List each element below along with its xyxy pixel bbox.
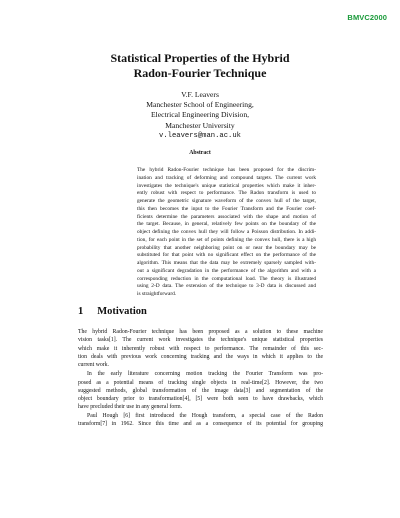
abstract-line: probability that another neighboring point on or near the boundary may be bbox=[137, 244, 316, 251]
paragraph-line: tion deals with previous work concerning tracking and the ways in which it applies to the bbox=[78, 353, 323, 360]
abstract-line: investigates the technique's unique statistical properties which make it inher- bbox=[137, 182, 316, 189]
paragraph-line: object boundary prior to transformation[4], [5] were both seen to have drawbacks, which bbox=[78, 396, 323, 402]
abstract-line: algorithm. This means that the data may be extremely sparsely sampled with- bbox=[137, 260, 316, 266]
abstract-text bbox=[137, 167, 316, 299]
author-affiliation-2: Electrical Engineering Division, bbox=[150, 110, 250, 120]
paragraph-line: transform[7] in 1962. Since this time and as a consequence of its potential for grouping bbox=[78, 420, 323, 427]
paragraph-line: Paul Hough [6] first introduced the Hough transform, a special case of the Radon bbox=[87, 412, 323, 419]
section-number: 1 bbox=[78, 306, 84, 317]
paragraph-line: In the early literature concerning motion tracking the Fourier Transform was pro- bbox=[87, 371, 323, 378]
paragraph-line: posed as a potential means of tracking single objects in real-time[2]. However, the two bbox=[78, 379, 323, 386]
abstract-line: using 2-D data. The extension of the technique to 3-D data is discussed and bbox=[137, 283, 316, 290]
conference-badge: BMVC2000 bbox=[347, 13, 387, 22]
author-block bbox=[0, 90, 400, 141]
author-affiliation-3: Manchester University bbox=[165, 120, 235, 130]
abstract-line: tion, for each point in the set of points defining the convex hull, there is a high bbox=[137, 236, 316, 243]
abstract-line: out a significant degradation in the performance of the algorithm and with a bbox=[137, 267, 316, 274]
abstract-line: ently robust with respect to performance. The Radon transform is used to bbox=[137, 190, 316, 197]
abstract-line: object defining the convex hull they will follow a Poisson distribution. In addi- bbox=[137, 229, 316, 235]
paragraph-line: which make it inherently robust with respect to performance. The remainder of this sec- bbox=[78, 345, 323, 352]
paper-title bbox=[0, 51, 400, 81]
paragraph-line: The hybrid Radon-Fourier technique has been proposed as a solution to these machine bbox=[78, 329, 323, 335]
author-name: V.F. Leavers bbox=[181, 90, 219, 99]
section-body bbox=[78, 328, 323, 428]
title-line-2: Radon-Fourier Technique bbox=[133, 66, 267, 80]
title-line-1: Statistical Properties of the Hybrid bbox=[110, 51, 290, 65]
paragraph-line: suggested methods, global transformation of the image data[3] and segmentation of the bbox=[78, 387, 323, 394]
abstract-line: corresponding reduction in the computational load. The theory is illustrated bbox=[137, 275, 316, 282]
abstract-line: ficients determine the parameters associated with the shape and motion of bbox=[137, 213, 316, 220]
paragraph-line: vision tasks[1]. The current work investigates the technique's unique statistical properties bbox=[78, 337, 323, 344]
abstract-line: The hybrid Radon-Fourier technique has been proposed for the discrim- bbox=[137, 167, 316, 173]
paragraph-line: have precluded their use in any general form. bbox=[78, 404, 183, 411]
author-email: v.leavers@man.ac.uk bbox=[159, 131, 241, 140]
abstract-line: ination and tracking of deforming and compound targets. The current work bbox=[137, 174, 316, 181]
section-heading bbox=[78, 306, 147, 317]
abstract-line: this then becomes the input to the Fourier Transform and the Fourier coef- bbox=[137, 205, 316, 212]
abstract-line: generate the geometric signature waveform of the convex hull of the target, bbox=[137, 198, 316, 204]
author-affiliation-1: Manchester School of Engineering, bbox=[146, 100, 254, 110]
section-title: Motivation bbox=[97, 306, 147, 317]
abstract-heading: Abstract bbox=[189, 150, 211, 156]
paragraph-line: current work. bbox=[78, 362, 109, 368]
abstract-line: substituted for that point with no significant effect on the performance of the bbox=[137, 252, 316, 259]
abstract-line: is straightforward. bbox=[137, 291, 177, 297]
abstract-line: the target. Because, in general, relatively few points on the boundary of the bbox=[137, 221, 316, 228]
